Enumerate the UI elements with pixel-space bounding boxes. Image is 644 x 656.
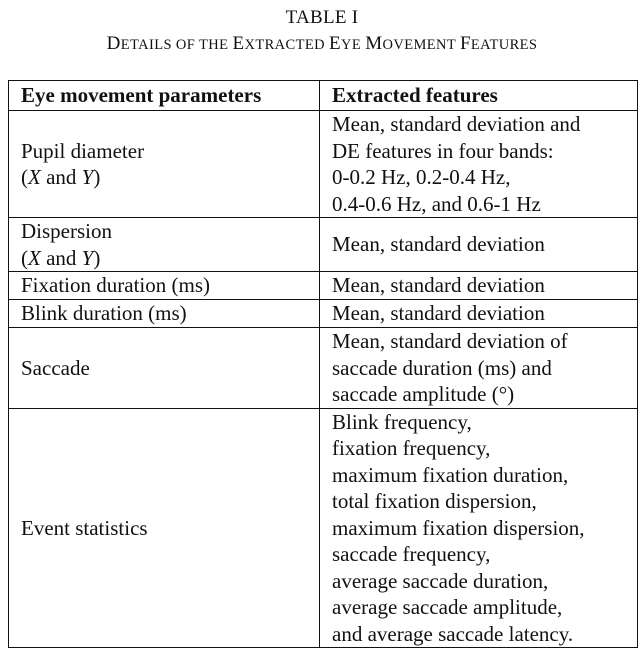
math-variable: Y	[81, 245, 94, 270]
parameter-cell	[9, 408, 320, 648]
parameter-line	[21, 272, 319, 299]
header-parameters: Eye movement parameters	[9, 81, 320, 111]
feature-line: Mean, standard deviation	[332, 301, 545, 326]
feature-line: saccade amplitude (°)	[332, 382, 515, 406]
feature-line: Blink frequency,	[332, 409, 472, 434]
table-title	[0, 33, 644, 55]
features-cell	[320, 328, 638, 409]
parameter-line	[21, 300, 319, 327]
feature-line: average saccade duration,	[332, 568, 549, 593]
features-table	[8, 80, 638, 648]
parameter-text: Fixation duration (ms)	[21, 273, 210, 298]
math-variable: X	[28, 165, 41, 189]
parameter-line	[21, 245, 319, 272]
feature-line: maximum fixation dispersion,	[332, 515, 585, 540]
features-cell	[320, 272, 638, 300]
feature-line: and average saccade latency.	[332, 621, 574, 646]
feature-line: average saccade amplitude,	[332, 595, 563, 619]
parameter-text: Blink duration (ms)	[21, 301, 187, 326]
features-cell	[320, 111, 638, 218]
feature-line: Mean, standard deviation of	[332, 329, 568, 353]
feature-line: maximum fixation duration,	[332, 462, 569, 487]
feature-line: saccade duration (ms) and	[332, 355, 552, 380]
math-variable: X	[28, 245, 41, 270]
parameter-cell	[9, 218, 320, 272]
table-row-event-statistics	[9, 408, 638, 648]
parameter-text: Pupil diameter	[21, 138, 145, 163]
parameter-line	[21, 138, 319, 165]
title-part: E	[329, 33, 342, 54]
features-cell	[320, 408, 638, 648]
features-cell	[320, 218, 638, 272]
parameter-line	[21, 164, 319, 191]
title-part: D	[106, 33, 121, 54]
title-part: XTRACTED	[244, 37, 330, 53]
table-row-pupil-diameter	[9, 111, 638, 218]
parameter-line	[21, 355, 319, 382]
title-part: E	[232, 33, 245, 54]
parameter-text: Dispersion	[21, 219, 112, 243]
feature-line: Mean, standard deviation	[332, 232, 545, 257]
title-part: EATURES	[470, 37, 538, 53]
title-part: M	[365, 33, 383, 54]
parameter-text: )	[93, 165, 101, 189]
feature-line: 0.4-0.6 Hz, and 0.6-1 Hz	[332, 191, 541, 216]
parameter-text: (	[21, 245, 28, 270]
parameter-cell	[9, 111, 320, 218]
feature-line: Mean, standard deviation and	[332, 112, 581, 136]
title-part: YE	[341, 37, 366, 53]
features-cell	[320, 300, 638, 328]
feature-line: 0-0.2 Hz, 0.2-0.4 Hz,	[332, 165, 511, 189]
table-row-blink-duration	[9, 300, 638, 328]
feature-line: Mean, standard deviation	[332, 273, 545, 298]
parameter-text: )	[93, 245, 101, 270]
parameter-cell	[9, 328, 320, 409]
parameter-text: Event statistics	[21, 515, 148, 540]
feature-line: saccade frequency,	[332, 542, 491, 566]
math-variable: Y	[81, 165, 94, 189]
parameter-text: and	[40, 245, 82, 270]
table-row-dispersion	[9, 218, 638, 272]
parameter-text: (	[21, 165, 28, 189]
title-part: F	[459, 33, 471, 54]
title-part: ETAILS OF THE	[120, 37, 233, 53]
feature-line: fixation frequency,	[332, 436, 491, 460]
parameter-line	[21, 218, 319, 245]
parameter-text: Saccade	[21, 355, 90, 380]
parameter-cell	[9, 300, 320, 328]
feature-line: total fixation dispersion,	[332, 489, 537, 513]
parameter-line	[21, 515, 319, 542]
parameter-cell	[9, 272, 320, 300]
table-row-fixation-duration	[9, 272, 638, 300]
parameter-text: and	[40, 165, 82, 189]
table-header-row	[9, 81, 638, 111]
feature-line: DE features in four bands:	[332, 138, 554, 163]
title-part: OVEMENT	[382, 37, 460, 53]
table-row-saccade	[9, 328, 638, 409]
header-features: Extracted features	[320, 81, 638, 111]
table-number: TABLE I	[285, 7, 359, 28]
